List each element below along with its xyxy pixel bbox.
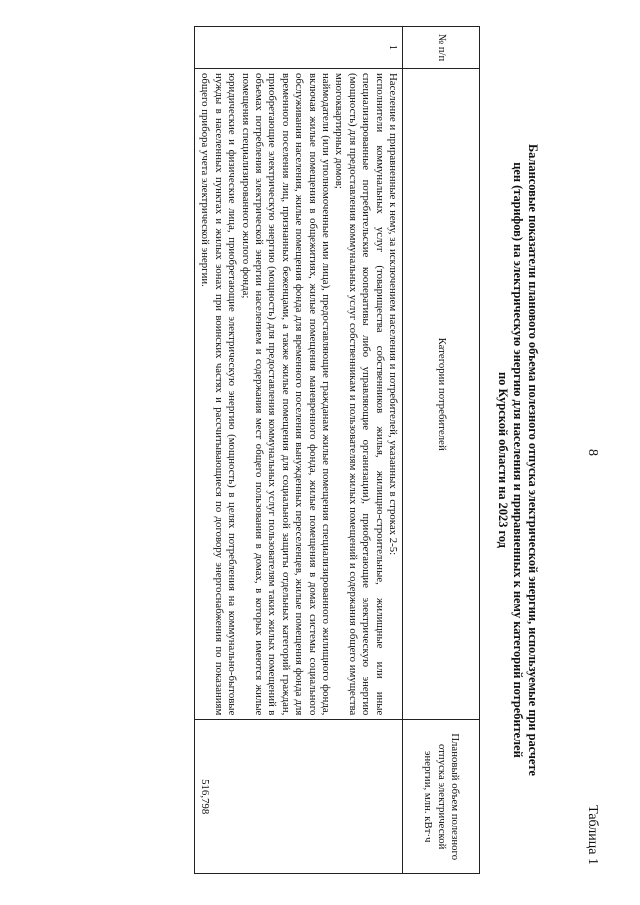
page-number: 8 — [585, 449, 600, 456]
header-volume: Плановый объем полезного отпуска электрической энергии, млн. кВт·ч — [403, 720, 480, 874]
heading-line-3: по Курской области на 2023 год — [496, 372, 510, 548]
table-heading — [495, 140, 540, 780]
category-paragraph: юридические и физические лица, приобретающие электрическую энергию (мощность) в целях потребления на коммунально-бытовые нужды в населенных пунктах и жилых зонах при воинских частях и рассчитывающиеся по договору энергоснабжения по показаниям общего прибора учета электрической энергии. — [199, 73, 239, 716]
table-header-row — [403, 27, 480, 874]
row-number: 1 — [194, 27, 402, 69]
table-row — [194, 27, 402, 874]
table-label: Таблица 1 — [585, 805, 600, 865]
header-category: Категории потребителей — [403, 69, 480, 720]
category-paragraph: Население и приравненные к нему, за исключением населения и потребителей, указанных в строках 2-5: — [387, 73, 399, 556]
header-no: № п/п — [403, 27, 480, 69]
heading-line-1: Балансовые показатели планового объема полезного отпуска электрической энергии, используемые при расчете — [526, 143, 540, 777]
category-paragraph: наймодатели (или уполномоченные ими лица), предоставляющие гражданам жилые помещения специализированного жилищного фонда, включая жилые помещения в общежитиях, жилые помещения маневренного фонда, жилые помещения в домах системы социального обслуживания населения, жилые помещения фонда для временного поселения вынужденных переселенцев, жилые помещения фонда для временного поселения лиц, признанных беженцами, а также жилые помещения для социальной защиты отдельных категорий граждан, приобретающие электрическую энергию (мощность) для предоставления коммунальных услуг пользователям таких жилых помещений в объемах потребления электрической энергии населением и содержания мест общего пользования в домах, в которых имеются жилые помещения специализированного жилого фонда; — [239, 73, 332, 716]
row-volume: 516,798 — [194, 720, 402, 874]
balance-table — [194, 26, 480, 874]
heading-line-2: цен (тарифов) на электрическую энергию для населения и приравненных к нему категорий потребителей — [511, 162, 525, 758]
category-paragraph: исполнители коммунальных услуг (товарищества собственников жилья, жилищно-строительные, жилищные или иные специализированные потребительские кооперативы либо управляющие организации), приобретающие электрическую энергию (мощность) для предоставления коммунальных услуг собственникам и пользователям жилых помещений и содержания общего имущества многоквартирных домов; — [333, 73, 386, 716]
row-category — [194, 69, 402, 720]
